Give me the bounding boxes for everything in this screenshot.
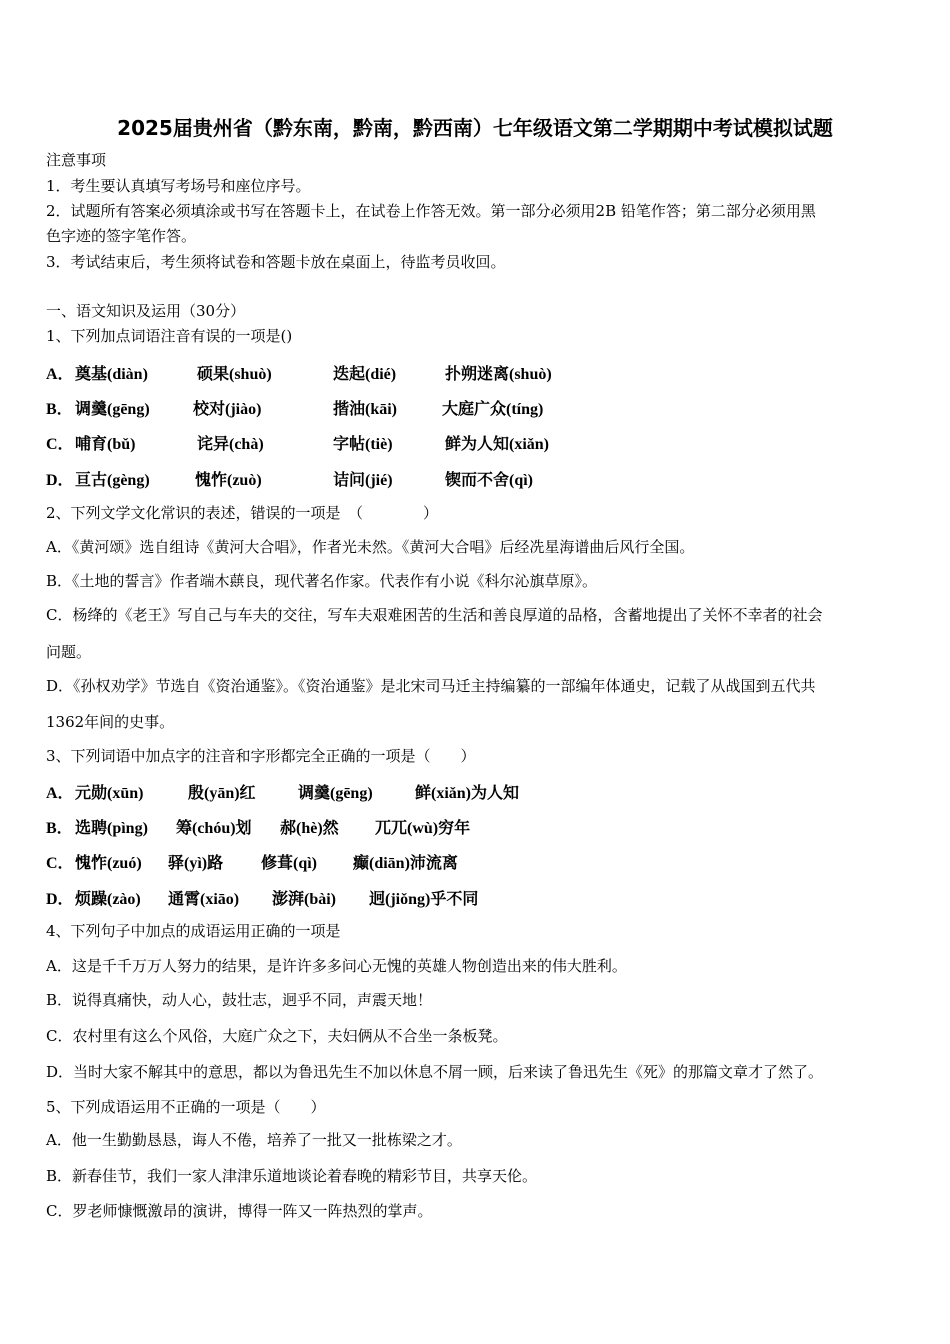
option-term: 调羹(gēng): [75, 401, 150, 418]
option-term: 修葺(qì): [261, 855, 318, 872]
option-label: A．: [46, 366, 74, 383]
option-term: 揩油(kāi): [333, 401, 398, 418]
option-term: 殷(yān)红: [188, 785, 256, 802]
question-stem: 4、下列句子中加点的成语运用正确的一项是: [46, 922, 341, 940]
option-term: 大庭广众(tíng): [442, 401, 544, 418]
option-term: 兀兀(wù)穷年: [375, 820, 471, 837]
notice-item: 2．试题所有答案必须填涂或书写在答题卡上，在试卷上作答无效。第一部分必须用2B 铅笔作答；第二部分必须用黑: [46, 202, 816, 220]
question-stem: 2、下列文学文化常识的表述，错误的一项是 （ ）: [46, 504, 439, 522]
option-line: 问题。: [46, 643, 92, 661]
notice-item: 1．考生要认真填写考场号和座位序号。: [46, 177, 311, 195]
option-term: 硕果(shuò): [197, 366, 272, 383]
option-term: 愧怍(zuò): [195, 472, 262, 489]
option-term: 鲜(xiǎn)为人知: [415, 785, 520, 802]
option-row: [46, 361, 926, 383]
option-row: [46, 815, 926, 837]
option-term: 郝(hè)然: [280, 820, 339, 837]
option-row: [46, 396, 926, 418]
option-row: [46, 886, 926, 908]
option-line: C．罗老师慷慨激昂的演讲，博得一阵又一阵热烈的掌声。: [46, 1202, 433, 1220]
option-row: [46, 467, 926, 489]
option-line: C．杨绛的《老王》写自己与车夫的交往，写车夫艰难困苦的生活和善良厚道的品格，含蓄地提出了关怀不幸者的社会: [46, 606, 823, 624]
option-term: 哺育(bǔ): [75, 436, 136, 453]
option-term: 诧异(chà): [197, 436, 264, 453]
option-term: 澎湃(bài): [272, 891, 337, 908]
section-heading: 一、语文知识及运用（30分）: [46, 302, 246, 320]
option-label: B．: [46, 401, 73, 418]
option-term: 奠基(diàn): [75, 366, 148, 383]
option-label: A．: [46, 785, 74, 802]
option-term: 迭起(dié): [333, 366, 397, 383]
notice-item: 3．考试结束后，考生须将试卷和答题卡放在桌面上，待监考员收回。: [46, 253, 506, 271]
option-label: C．: [46, 855, 74, 872]
option-term: 愧怍(zuó): [75, 855, 142, 872]
option-line: A．《黄河颂》选自组诗《黄河大合唱》，作者光未然。《黄河大合唱》后经冼星海谱曲后风行全国。: [46, 538, 695, 556]
option-term: 扑朔迷离(shuò): [445, 366, 552, 383]
option-line: B．《土地的誓言》作者端木蕻良，现代著名作家。代表作有小说《科尔沁旗草原》。: [46, 572, 598, 590]
option-label: D．: [46, 891, 74, 908]
option-line: C．农村里有这么个风俗，大庭广众之下，夫妇俩从不合坐一条板凳。: [46, 1027, 508, 1045]
option-term: 选聘(pìng): [75, 820, 148, 837]
notice-heading: 注意事项: [46, 151, 107, 169]
option-line: A．他一生勤勤恳恳，诲人不倦，培养了一批又一批栋梁之才。: [46, 1131, 462, 1149]
option-term: 元勋(xūn): [75, 785, 144, 802]
option-line: B．新春佳节，我们一家人津津乐道地谈论着春晚的精彩节目，共享天伦。: [46, 1167, 538, 1185]
option-line: 1362年间的史事。: [46, 713, 175, 731]
option-label: C．: [46, 436, 74, 453]
option-line: B．说得真痛快，动人心，鼓壮志，迥乎不同，声震天地！: [46, 991, 433, 1009]
option-term: 鲜为人知(xiǎn): [445, 436, 550, 453]
option-term: 筹(chóu)划: [176, 820, 252, 837]
option-term: 癫(diān)沛流离: [353, 855, 458, 872]
page-title: 2025届贵州省（黔东南，黔南，黔西南）七年级语文第二学期期中考试模拟试题: [117, 116, 833, 140]
option-term: 通霄(xiāo): [168, 891, 240, 908]
option-term: 锲而不舍(qì): [445, 472, 534, 489]
option-term: 亘古(gèng): [75, 472, 150, 489]
notice-item: 色字迹的签字笔作答。: [46, 227, 197, 245]
question-stem: 5、下列成语运用不正确的一项是（ ）: [46, 1098, 326, 1116]
option-label: B．: [46, 820, 73, 837]
option-row: [46, 850, 926, 872]
option-label: D．: [46, 472, 74, 489]
question-stem: 3、下列词语中加点字的注音和字形都完全正确的一项是（ ）: [46, 747, 476, 765]
option-row: [46, 780, 926, 802]
option-term: 校对(jiào): [193, 401, 262, 418]
option-term: 诘问(jié): [333, 472, 393, 489]
option-term: 烦躁(zào): [75, 891, 141, 908]
option-term: 字帖(tiè): [333, 436, 393, 453]
option-term: 驿(yì)路: [168, 855, 224, 872]
option-line: A．这是千千万万人努力的结果，是许许多多问心无愧的英雄人物创造出来的伟大胜利。: [46, 957, 627, 975]
option-line: D．当时大家不解其中的意思，都以为鲁迅先生不加以休息不屑一顾，后来读了鲁迅先生《死》的那篇文章才了然了。: [46, 1063, 824, 1081]
question-stem: 1、下列加点词语注音有误的一项是(): [46, 327, 293, 345]
option-term: 调羹(gēng): [298, 785, 373, 802]
option-line: D．《孙权劝学》节选自《资治通鉴》。《资治通鉴》是北宋司马迁主持编纂的一部编年体通史，记载了从战国到五代共: [46, 677, 816, 695]
option-term: 迥(jiǒng)乎不同: [369, 891, 479, 908]
option-row: [46, 431, 926, 453]
